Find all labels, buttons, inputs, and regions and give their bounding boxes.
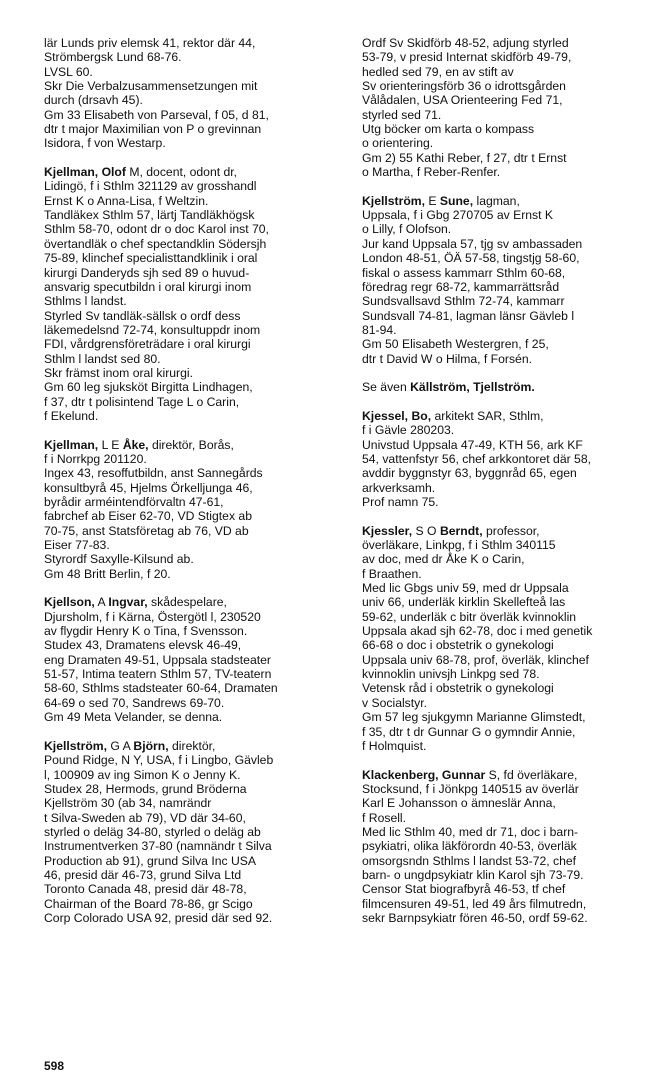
entry-line [44,638,344,652]
entry-text: f i Gävle 280203. [362,423,455,438]
entry-text: av flygdir Henry K o Tina, f Svensson. [44,624,248,639]
entry-line [362,811,662,825]
entry-line [44,380,344,394]
entry-line [362,638,662,652]
entry-text: fiskal o assess kammarr Sthlm 60-68, [362,265,566,280]
entry-text: Uppsala, f i Gbg 270705 av Ernst K [362,208,554,223]
entry-text: ansvarig specutbildn i oral kirurgi inom [44,279,252,294]
entry-text: v Socialstyr. [362,695,428,710]
entry-line [44,194,344,208]
entry-line [362,567,662,581]
entry-line [44,653,344,667]
entry-line [362,839,662,853]
entry-text: Lidingö, f i Sthlm 321129 av grosshandl [44,179,257,194]
entry-heading: Kjessler, [362,523,413,538]
entry-line [44,280,344,294]
entry-text: av doc, med dr Åke K o Carin, [362,552,525,567]
biography-entry [44,36,344,151]
biography-entry [362,409,662,509]
entry-text: FDI, vårdgrensföreträdare i oral kirurgi [44,337,251,352]
entry-line [44,811,344,825]
entry-text: filmcensuren 49-51, led 49 års filmutredn, [362,896,587,911]
entry-text: Strömbergsk Lund 68-76. [44,50,182,65]
entry-line [44,839,344,853]
entry-line [362,452,662,466]
entry-line [362,208,662,222]
entry-line [362,911,662,925]
entry-line [362,897,662,911]
entry-line [362,108,662,122]
entry-text: Uppsala akad sjh 62-78, doc i med genetik [362,624,593,639]
entry-text: kvinnoklin univsjh Linkpg sed 78. [362,667,540,682]
entry-line [362,294,662,308]
entry-text: Gm 33 Elisabeth von Parseval, f 05, d 81, [44,107,269,122]
entry-line [44,538,344,552]
entry-text: o Martha, f Reber-Renfer. [362,165,501,180]
entry-line [44,897,344,911]
entry-line [44,854,344,868]
entry-line [44,911,344,925]
entry-text: styrled o deläg 34-80, styrled o deläg ab [44,824,261,839]
entry-heading: Kjellman, Olof [44,165,126,180]
entry-line [44,108,344,122]
entry-text: 81-94. [362,322,397,337]
entry-text: 64-69 o sed 70, Sandrews 69-70. [44,695,225,710]
entry-line [44,337,344,351]
entry-heading: Kjellström, [44,738,107,753]
entry-text: Eiser 77-83. [44,538,110,553]
biography-entry [44,739,344,925]
entry-line [362,538,662,552]
entry-text: arkverksamh. [362,480,436,495]
entry-text: 54, vattenfstyr 56, chef arkkontoret där 58, [362,451,591,466]
entry-line [362,93,662,107]
entry-text: Studex 28, Hermods, grund Bröderna [44,781,247,796]
entry-line [44,251,344,265]
entry-line [44,395,344,409]
entry-text: barn- o ungdpsykiatr klin Karol sjh 73-79. [362,867,584,882]
entry-line [362,495,662,509]
entry-line [44,452,344,466]
entry-text: Censor Stat biografbyrå 46-53, tf chef [362,882,566,897]
entry-text: Med lic Gbgs univ 59, med dr Uppsala [362,581,569,596]
entry-text: Djursholm, f i Kärna, Östergötl l, 230520 [44,609,261,624]
entry-text: avddir byggnstyr 63, byggnråd 65, egen [362,466,577,481]
entry-text: Skr Die Verbalzusammensetzungen mit [44,79,258,94]
entry-text: föredrag regr 68-72, kammarrättsråd [362,279,560,294]
entry-text: Instrumentverken 37-80 (namnändr t Silva [44,839,272,854]
entry-text: LVSL 60. [44,64,93,79]
entry-text: hedled sed 79, en av stift av [362,64,514,79]
entry-text: 70-75, anst Statsföretag ab 76, VD ab [44,523,249,538]
entry-text: Gm 50 Elisabeth Westergren, f 25, [362,337,549,352]
entry-text: Univstud Uppsala 47-49, KTH 56, ark KF [362,437,583,452]
entry-text: sekr Barnpsykiatr fören 46-50, ordf 59-62. [362,910,588,925]
entry-text: Karl E Johansson o ämneslär Anna, [362,796,556,811]
entry-heading: Källström, Tjellström. [410,380,535,395]
entry-text: Pound Ridge, N Y, USA, f i Lingbo, Gävleb [44,753,274,768]
entry-text: t Silva-Sweden ab 79), VD där 34-60, [44,810,246,825]
entry-line [44,266,344,280]
biography-entry [44,438,344,581]
entry-text: L E [98,437,123,452]
entry-text: Utg böcker om karta o kompass [362,122,535,137]
entry-line [362,653,662,667]
entry-text: 66-68 o doc i obstetrik o gynekologi [362,638,554,653]
entry-line [362,79,662,93]
entry-text: Vetensk råd i obstetrik o gynekologi [362,681,554,696]
entry-line [44,782,344,796]
entry-line [44,222,344,236]
entry-text: 51-57, Intima teatern Sthlm 57, TV-teatern [44,667,272,682]
entry-text: Sthlm l landst sed 80. [44,351,161,366]
entry-line [362,438,662,452]
entry-line [44,352,344,366]
entry-text: 59-62, underläk c bitr överläk kvinnoklin [362,609,577,624]
entry-text: Kjellström 30 (ab 34, namrändr [44,796,212,811]
entry-text: omsorgsndn Sthlms l landst 53-72, chef [362,853,577,868]
entry-heading: Ingvar, [108,595,148,610]
entry-line [44,466,344,480]
entry-text: Gm 60 leg sjuksköt Birgitta Lindhagen, [44,380,253,395]
entry-text: S, fd överläkare, [485,767,578,782]
entry-text: o Lilly, f Olofson. [362,222,452,237]
entry-line [362,165,662,179]
entry-text: f Ekelund. [44,408,99,423]
entry-text: f Rosell. [362,810,407,825]
entry-line [44,208,344,222]
entry-line [44,122,344,136]
entry-text: skådespelare, [147,595,227,610]
entry-line [362,280,662,294]
biography-entry [362,524,662,754]
entry-heading: Kjellman, [44,437,99,452]
entry-text: professor, [482,523,540,538]
entry-text: Gm 57 leg sjukgymn Marianne Glimstedt, [362,710,586,725]
entry-line [362,136,662,150]
entry-text: Ordf Sv Skidförb 48-52, adjung styrled [362,36,569,50]
entry-line [362,868,662,882]
entry-text: konsultbyrå 45, Hjelms Örkelljunga 46, [44,480,253,495]
entry-line [44,739,344,753]
entry-line [362,667,662,681]
entry-line [44,567,344,581]
biography-entry [44,165,344,423]
biography-entry [362,36,662,179]
entry-line [362,768,662,782]
entry-line [362,739,662,753]
entry-line [44,710,344,724]
entry-text: Styrled Sv tandläk-sällsk o ordf dess [44,308,241,323]
entry-text: f Braathen. [362,566,422,581]
entry-line [44,79,344,93]
entry-text: Skr främst inom oral kirurgi. [44,365,193,380]
entry-text: Toronto Canada 48, presid där 48-78, [44,882,247,897]
entry-line [362,524,662,538]
entry-line [362,825,662,839]
entry-line [362,222,662,236]
entry-heading: Sune, [439,193,474,208]
entry-text: styrled sed 71. [362,107,442,122]
entry-heading: Åke, [122,437,149,452]
entry-text: A [94,595,109,610]
entry-line [362,380,662,394]
entry-text: o orientering. [362,136,434,151]
entry-text: S O [412,523,440,538]
biography-entry [362,380,662,394]
entry-heading: Björn, [133,738,169,753]
entry-text: Chairman of the Board 78-86, gr Scigo [44,896,253,911]
entry-line [44,667,344,681]
entry-text: Styrordf Saxylle-Kilsund ab. [44,552,194,567]
entry-text: Ernst K o Anna-Lisa, f Weltzin. [44,193,209,208]
entry-line [362,65,662,79]
entry-line [44,309,344,323]
entry-text: London 48-51, ÖÄ 57-58, tingstjg 58-60, [362,251,580,266]
entry-line [44,882,344,896]
entry-line [362,581,662,595]
entry-text: dtr t major Maximilian von P o grevinnan [44,122,262,137]
entry-line [362,610,662,624]
entry-text: fabrchef ab Eiser 62-70, VD Stigtex ab [44,509,252,524]
entry-text: Jur kand Uppsala 57, tjg sv ambassaden [362,236,583,251]
left-column [44,36,344,940]
entry-text: övertandläk o chef spectandklin Södersjh [44,236,267,251]
entry-text: Sthlms l landst. [44,294,127,309]
entry-line [44,93,344,107]
entry-line [44,768,344,782]
entry-text: Ingex 43, resoffutbildn, anst Sannegårds [44,466,263,481]
entry-text: univ 66, underläk kirklin Skellefteå las [362,595,566,610]
entry-line [362,710,662,724]
page-number: 598 [44,1059,65,1073]
entry-line [362,50,662,64]
entry-text: Gm 2) 55 Kathi Reber, f 27, dtr t Ernst [362,150,567,165]
entry-line [362,251,662,265]
entry-line [362,481,662,495]
entry-text: Sthlm 58-70, odont dr o doc Karol inst 70, [44,222,269,237]
entry-line [44,294,344,308]
entry-text: 46, presid där 46-73, grund Silva Ltd [44,867,242,882]
entry-text: Stocksund, f i Jönkpg 140515 av överlär [362,781,579,796]
entry-text: lagman, [473,193,520,208]
entry-text: Isidora, f von Westarp. [44,136,166,151]
entry-text: läkemedelsnd 72-74, konsultuppdr inom [44,322,261,337]
entry-line [44,366,344,380]
entry-line [362,352,662,366]
entry-text: Sundsvallsavd Sthlm 72-74, kammarr [362,294,565,309]
entry-text: Production ab 91), grund Silva Inc USA [44,853,257,868]
entry-line [362,309,662,323]
biography-entry [44,595,344,724]
entry-text: E [425,193,440,208]
entry-line [362,36,662,50]
entry-line [44,681,344,695]
entry-text: f 35, dtr t dr Gunnar G o gymndir Annie, [362,724,576,739]
right-column [362,36,662,940]
entry-text: Gm 48 Britt Berlin, f 20. [44,566,171,581]
entry-line [44,825,344,839]
entry-heading: Kjellström, [362,193,425,208]
entry-text: f i Norrkpg 201120. [44,451,147,466]
entry-line [44,796,344,810]
entry-text: lär Lunds priv elemsk 41, rektor där 44, [44,36,256,50]
entry-line [362,409,662,423]
entry-line [44,481,344,495]
entry-text: Sv orienteringsförb 36 o idrottsgården [362,79,566,94]
entry-heading: Berndt, [439,523,483,538]
biography-entry [362,194,662,366]
entry-text: f Holmquist. [362,738,427,753]
entry-line [44,409,344,423]
entry-text: psykiatri, olika läkförordn 40-53, överläk [362,839,577,854]
entry-line [362,681,662,695]
entry-line [44,524,344,538]
entry-line [44,136,344,150]
entry-text: eng Dramaten 49-51, Uppsala stadsteater [44,652,271,667]
entry-line [44,868,344,882]
entry-line [362,466,662,480]
entry-line [44,610,344,624]
entry-line [44,179,344,193]
entry-text: Corp Colorado USA 92, presid där sed 92. [44,910,273,925]
entry-text: direktör, Borås, [148,437,234,452]
entry-line [362,882,662,896]
entry-line [362,266,662,280]
entry-text: Gm 49 Meta Velander, se denna. [44,710,223,725]
entry-line [44,36,344,50]
entry-text: överläkare, Linkpg, f i Sthlm 340115 [362,538,556,553]
entry-text: dtr t David W o Hilma, f Forsén. [362,351,532,366]
entry-text: M, docent, odont dr, [125,165,238,180]
entry-line [362,782,662,796]
biography-entry [362,768,662,926]
entry-text: Tandläkex Sthlm 57, lärtj Tandläkhögsk [44,208,255,223]
entry-text: 58-60, Sthlms stadsteater 60-64, Dramaten [44,681,278,696]
entry-text: byrådir arméintendförvaltn 47-61, [44,495,224,509]
entry-heading: Klackenberg, Gunnar [362,767,486,782]
entry-text: durch (drsavh 45). [44,93,143,108]
entry-line [362,854,662,868]
entry-text: Sundsvall 74-81, lagman länsr Gävleb l [362,308,575,323]
entry-line [362,337,662,351]
entry-line [362,552,662,566]
entry-line [44,552,344,566]
entry-line [362,595,662,609]
entry-text: Med lic Sthlm 40, med dr 71, doc i barn- [362,824,579,839]
entry-line [44,595,344,609]
entry-line [44,624,344,638]
entry-line [44,323,344,337]
entry-text: kirurgi Danderyds sjh sed 89 o huvud- [44,265,250,280]
entry-line [362,323,662,337]
entry-text: Se även [362,380,411,395]
entry-heading: Kjellson, [44,595,95,610]
entry-line [44,165,344,179]
entry-line [362,423,662,437]
entry-text: 53-79, v presid Internat skidförb 49-79, [362,50,572,65]
entry-text: l, 100909 av ing Simon K o Jenny K. [44,767,241,782]
entry-line [44,495,344,509]
entry-line [44,753,344,767]
entry-line [44,237,344,251]
entry-text: Uppsala univ 68-78, prof, överläk, klinchef [362,652,589,667]
entry-text: G A [107,738,134,753]
entry-line [362,122,662,136]
entry-line [362,151,662,165]
entry-line [44,438,344,452]
entry-line [44,509,344,523]
entry-text: f 37, dtr t polisintend Tage L o Carin, [44,394,240,409]
entry-line [44,65,344,79]
entry-text: arkitekt SAR, Sthlm, [431,408,544,423]
entry-heading: Kjessel, Bo, [362,408,432,423]
entry-line [44,50,344,64]
entry-text: direktör, [168,738,216,753]
entry-line [362,725,662,739]
entry-line [362,696,662,710]
entry-text: Studex 43, Dramatens elevsk 46-49, [44,638,242,653]
entry-text: 75-89, klinchef specialisttandklinik i oral [44,251,258,266]
entry-line [362,796,662,810]
entry-line [44,696,344,710]
entry-line [362,624,662,638]
entry-text: Prof namn 75. [362,495,439,509]
entry-line [362,194,662,208]
entry-line [362,237,662,251]
entry-text: Vålådalen, USA Orienteering Fed 71, [362,93,563,108]
